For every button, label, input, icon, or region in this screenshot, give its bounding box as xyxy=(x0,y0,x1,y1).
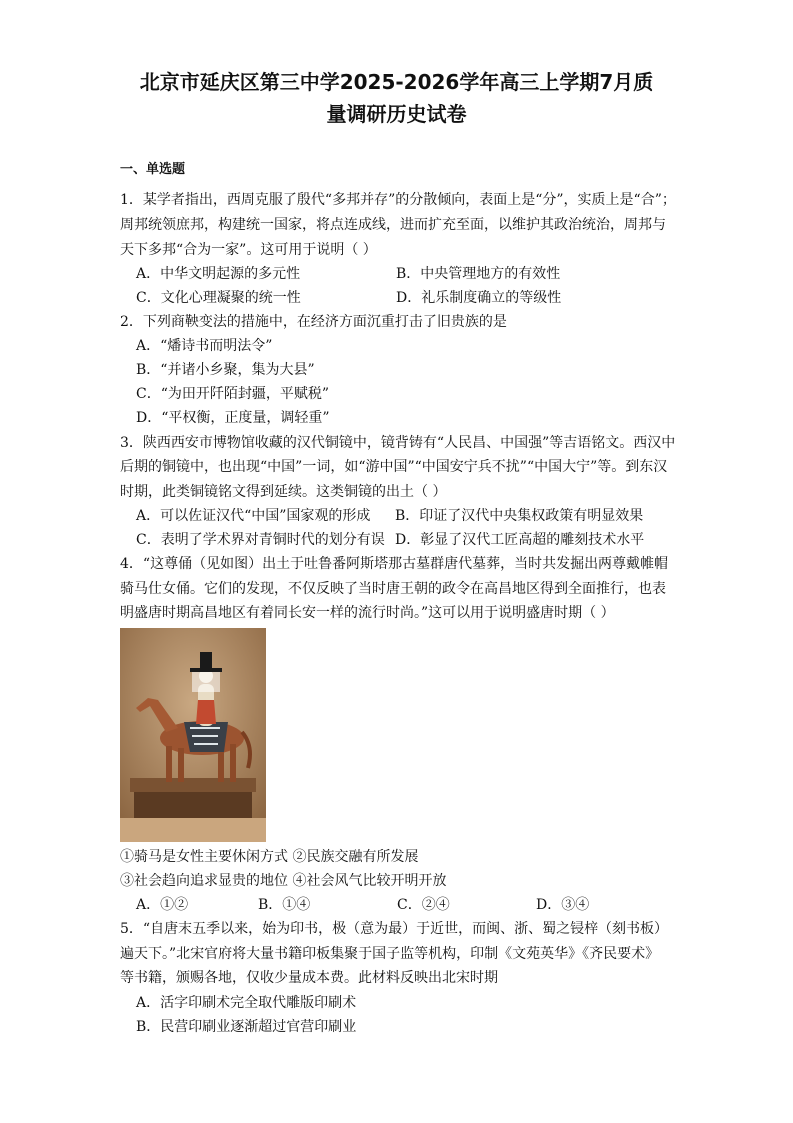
page-title xyxy=(80,66,713,130)
q2-option-d: D．“平权衡，正度量，调轻重” xyxy=(136,410,330,426)
q3-line-2: 后期的铜镜中，也出现“中国”一词，如“游中国”“中国安宁兵不扰”“中国大宁”等。到东汉 xyxy=(120,459,668,475)
q5-option-b: B．民营印刷业逐渐超过官营印刷业 xyxy=(136,1019,357,1035)
q1-line-3: 天下多邦“合为一家”。这可用于说明（ ） xyxy=(120,242,377,258)
q3-option-c: C．表明了学术界对青铜时代的划分有误 xyxy=(136,532,385,548)
horse-rider-figurine-image xyxy=(120,628,266,842)
q2-option-b: B．“并诸小乡聚，集为大县” xyxy=(136,362,315,378)
q1-option-d: D．礼乐制度确立的等级性 xyxy=(396,290,562,306)
tang-figurine-photo xyxy=(120,628,266,842)
q2-option-a: A．“燔诗书而明法令” xyxy=(136,338,273,354)
q5-line-2: 遍天下。”北宋官府将大量书籍印板集聚于国子监等机构，印制《文苑英华》《齐民要术》 xyxy=(120,946,660,962)
q1-option-b: B．中央管理地方的有效性 xyxy=(396,266,561,282)
q3-option-b: B．印证了汉代中央集权政策有明显效果 xyxy=(395,508,644,524)
q4-line-2: 骑马仕女俑。它们的发现，不仅反映了当时唐王朝的政令在高昌地区得到全面推行，也表 xyxy=(120,581,666,597)
q3-option-d: D．彰显了汉代工匠高超的雕刻技术水平 xyxy=(395,532,645,548)
q1-line-2: 周邦统领庶邦，构建统一国家，将点连成线，进而扩充至面，以维护其政治统治，周邦与 xyxy=(120,217,666,233)
title-line-2: 量调研历史试卷 xyxy=(326,102,467,126)
q4-statement-2: ③社会趋向追求显贵的地位 ④社会风气比较开明开放 xyxy=(120,873,447,889)
section-heading: 一、单选题 xyxy=(120,162,186,177)
q1-option-a: A．中华文明起源的多元性 xyxy=(136,266,301,282)
q4-line-1: 4．“这尊俑（见如图）出土于吐鲁番阿斯塔那古墓群唐代墓葬，当时共发掘出两尊戴帷帽 xyxy=(120,556,669,572)
q3-line-1: 3．陕西西安市博物馆收藏的汉代铜镜中，镜背铸有“人民昌、中国强”等吉语铭文。西汉中 xyxy=(120,435,676,451)
q2-stem: 2．下列商鞅变法的措施中，在经济方面沉重打击了旧贵族的是 xyxy=(120,314,507,330)
q4-option-d: D．③④ xyxy=(536,897,590,913)
q3-option-a: A．可以佐证汉代“中国”国家观的形成 xyxy=(136,508,371,524)
q1-line-1: 1．某学者指出，西周克服了殷代“多邦并存”的分散倾向，表面上是“分”，实质上是“合”； xyxy=(120,192,676,208)
q4-option-c: C．②④ xyxy=(397,897,450,913)
q4-line-3: 明盛唐时期高昌地区有着同长安一样的流行时尚。”这可以用于说明盛唐时期（ ） xyxy=(120,605,615,621)
q5-line-3: 等书籍，颁赐各地，仅收少量成本费。此材料反映出北宋时期 xyxy=(120,970,498,986)
q5-option-a: A．活字印刷术完全取代雕版印刷术 xyxy=(136,995,357,1011)
q5-line-1: 5．“自唐末五季以来，始为印书，极（意为最）于近世，而闽、浙、蜀之锓梓（刻书板） xyxy=(120,921,669,937)
q3-line-3: 时期，此类铜镜铭文得到延续。这类铜镜的出土（ ） xyxy=(120,484,447,500)
title-line-1: 北京市延庆区第三中学2025-2026学年高三上学期7月质 xyxy=(139,70,654,94)
q4-option-a: A．①② xyxy=(136,897,189,913)
q4-statement-1: ①骑马是女性主要休闲方式 ②民族交融有所发展 xyxy=(120,849,419,865)
q4-option-b: B．①④ xyxy=(258,897,311,913)
q2-option-c: C．“为田开阡陌封疆，平赋税” xyxy=(136,386,330,402)
q1-option-c: C．文化心理凝聚的统一性 xyxy=(136,290,301,306)
